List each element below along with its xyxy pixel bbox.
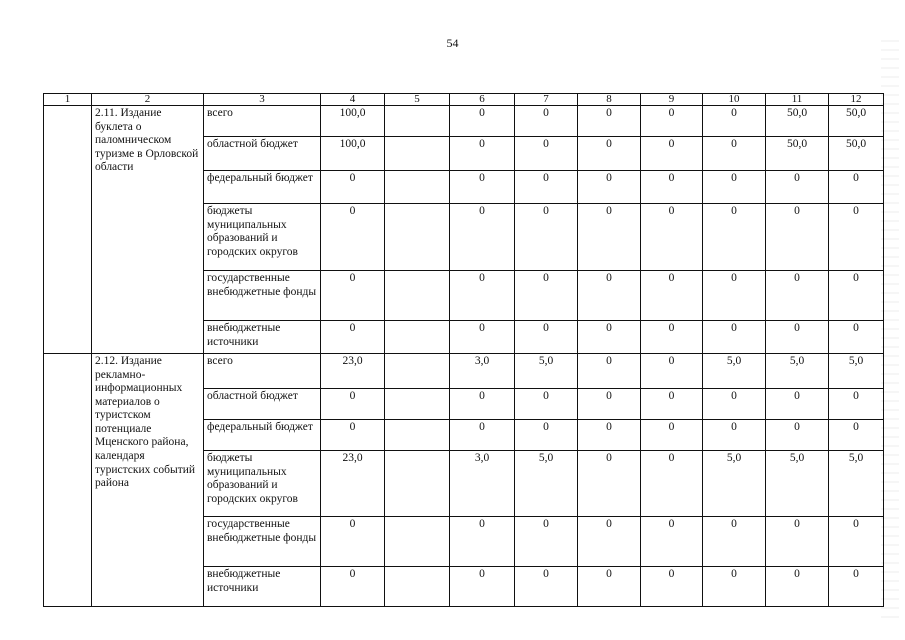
amount-cell: 0	[450, 517, 515, 567]
amount-cell: 0	[578, 389, 641, 420]
funding-source: бюджеты муниципальных образований и городских округов	[204, 451, 321, 517]
amount-cell: 0	[450, 389, 515, 420]
column-number: 3	[204, 94, 321, 106]
amount-cell: 5,0	[515, 354, 578, 389]
amount-cell: 100,0	[321, 106, 385, 137]
funding-source: всего	[204, 354, 321, 389]
amount-cell	[385, 271, 450, 321]
amount-cell: 0	[578, 321, 641, 354]
amount-cell: 0	[829, 567, 884, 607]
amount-cell: 50,0	[829, 106, 884, 137]
column-number-row	[44, 94, 884, 106]
amount-cell: 0	[703, 204, 766, 271]
amount-cell: 0	[321, 517, 385, 567]
funding-source: государственные внебюджетные фонды	[204, 517, 321, 567]
amount-cell: 0	[829, 321, 884, 354]
amount-cell: 0	[450, 204, 515, 271]
funding-source: государственные внебюджетные фонды	[204, 271, 321, 321]
amount-cell: 0	[766, 271, 829, 321]
row-number-cell	[44, 106, 92, 354]
amount-cell: 50,0	[766, 106, 829, 137]
amount-cell: 0	[703, 321, 766, 354]
amount-cell: 0	[641, 420, 703, 451]
amount-cell: 0	[578, 567, 641, 607]
column-number: 7	[515, 94, 578, 106]
amount-cell: 0	[578, 420, 641, 451]
amount-cell: 0	[321, 567, 385, 607]
amount-cell: 0	[578, 354, 641, 389]
amount-cell: 0	[641, 271, 703, 321]
table-row	[44, 106, 884, 137]
amount-cell: 0	[703, 517, 766, 567]
amount-cell: 23,0	[321, 354, 385, 389]
amount-cell: 0	[703, 389, 766, 420]
amount-cell: 0	[766, 567, 829, 607]
amount-cell: 0	[450, 420, 515, 451]
amount-cell: 0	[515, 171, 578, 204]
amount-cell: 0	[321, 420, 385, 451]
page-number: 54	[446, 36, 459, 50]
amount-cell: 50,0	[829, 137, 884, 171]
column-number: 12	[829, 94, 884, 106]
amount-cell: 0	[515, 517, 578, 567]
amount-cell: 0	[703, 137, 766, 171]
amount-cell: 5,0	[703, 451, 766, 517]
amount-cell	[385, 137, 450, 171]
amount-cell	[385, 517, 450, 567]
amount-cell: 0	[829, 420, 884, 451]
amount-cell: 3,0	[450, 451, 515, 517]
amount-cell	[385, 106, 450, 137]
amount-cell: 0	[641, 137, 703, 171]
funding-source: всего	[204, 106, 321, 137]
funding-source: областной бюджет	[204, 137, 321, 171]
amount-cell: 0	[450, 321, 515, 354]
amount-cell: 0	[321, 171, 385, 204]
activity-title: 2.12. Издание рекламно-информационных материалов о туристском потенциале Мценского района, календаря туристских событий района	[92, 354, 204, 607]
amount-cell: 0	[515, 204, 578, 271]
amount-cell: 100,0	[321, 137, 385, 171]
amount-cell: 0	[321, 204, 385, 271]
amount-cell: 0	[766, 204, 829, 271]
scan-edge-artifact	[881, 40, 899, 620]
amount-cell	[385, 321, 450, 354]
amount-cell: 0	[703, 106, 766, 137]
amount-cell: 0	[515, 567, 578, 607]
amount-cell: 0	[766, 389, 829, 420]
amount-cell: 5,0	[703, 354, 766, 389]
amount-cell: 0	[641, 354, 703, 389]
amount-cell: 3,0	[450, 354, 515, 389]
amount-cell: 0	[829, 271, 884, 321]
amount-cell: 0	[515, 137, 578, 171]
amount-cell: 0	[578, 106, 641, 137]
amount-cell: 0	[515, 321, 578, 354]
amount-cell: 0	[515, 271, 578, 321]
amount-cell: 0	[703, 567, 766, 607]
row-number-cell	[44, 354, 92, 607]
budget-table	[43, 93, 884, 607]
amount-cell: 0	[766, 171, 829, 204]
amount-cell: 5,0	[766, 451, 829, 517]
column-number: 4	[321, 94, 385, 106]
amount-cell: 5,0	[766, 354, 829, 389]
amount-cell: 50,0	[766, 137, 829, 171]
activity-title: 2.11. Издание буклета о паломническом туризме в Орловской области	[92, 106, 204, 354]
amount-cell: 5,0	[829, 451, 884, 517]
column-number: 9	[641, 94, 703, 106]
amount-cell: 0	[641, 171, 703, 204]
amount-cell: 0	[641, 567, 703, 607]
amount-cell	[385, 389, 450, 420]
column-number: 6	[450, 94, 515, 106]
amount-cell	[385, 354, 450, 389]
amount-cell: 0	[641, 106, 703, 137]
funding-source: бюджеты муниципальных образований и городских округов	[204, 204, 321, 271]
column-number: 1	[44, 94, 92, 106]
amount-cell: 0	[450, 271, 515, 321]
amount-cell: 5,0	[829, 354, 884, 389]
amount-cell: 0	[703, 171, 766, 204]
amount-cell: 0	[829, 517, 884, 567]
amount-cell: 0	[450, 137, 515, 171]
amount-cell: 0	[766, 420, 829, 451]
amount-cell: 0	[450, 171, 515, 204]
amount-cell: 0	[450, 106, 515, 137]
amount-cell: 0	[766, 517, 829, 567]
amount-cell: 0	[450, 567, 515, 607]
column-number: 8	[578, 94, 641, 106]
funding-source: федеральный бюджет	[204, 420, 321, 451]
amount-cell	[385, 171, 450, 204]
amount-cell: 0	[641, 321, 703, 354]
amount-cell: 5,0	[515, 451, 578, 517]
amount-cell: 0	[829, 204, 884, 271]
column-number: 11	[766, 94, 829, 106]
amount-cell	[385, 204, 450, 271]
amount-cell: 0	[578, 204, 641, 271]
column-number: 5	[385, 94, 450, 106]
amount-cell: 0	[578, 271, 641, 321]
funding-source: областной бюджет	[204, 389, 321, 420]
amount-cell: 0	[641, 451, 703, 517]
funding-source: внебюджетные источники	[204, 567, 321, 607]
amount-cell: 0	[321, 389, 385, 420]
amount-cell: 0	[703, 271, 766, 321]
amount-cell	[385, 451, 450, 517]
amount-cell: 0	[578, 137, 641, 171]
amount-cell: 0	[703, 420, 766, 451]
amount-cell: 0	[829, 389, 884, 420]
amount-cell: 0	[578, 451, 641, 517]
column-number: 10	[703, 94, 766, 106]
amount-cell: 0	[829, 171, 884, 204]
amount-cell: 0	[321, 271, 385, 321]
amount-cell: 0	[766, 321, 829, 354]
amount-cell: 0	[321, 321, 385, 354]
column-number: 2	[92, 94, 204, 106]
amount-cell	[385, 567, 450, 607]
amount-cell: 0	[578, 171, 641, 204]
amount-cell: 0	[578, 517, 641, 567]
amount-cell: 0	[515, 420, 578, 451]
amount-cell: 0	[515, 106, 578, 137]
amount-cell: 0	[515, 389, 578, 420]
amount-cell: 23,0	[321, 451, 385, 517]
amount-cell: 0	[641, 389, 703, 420]
funding-source: внебюджетные источники	[204, 321, 321, 354]
amount-cell	[385, 420, 450, 451]
amount-cell: 0	[641, 204, 703, 271]
amount-cell: 0	[641, 517, 703, 567]
table-row	[44, 354, 884, 389]
funding-source: федеральный бюджет	[204, 171, 321, 204]
